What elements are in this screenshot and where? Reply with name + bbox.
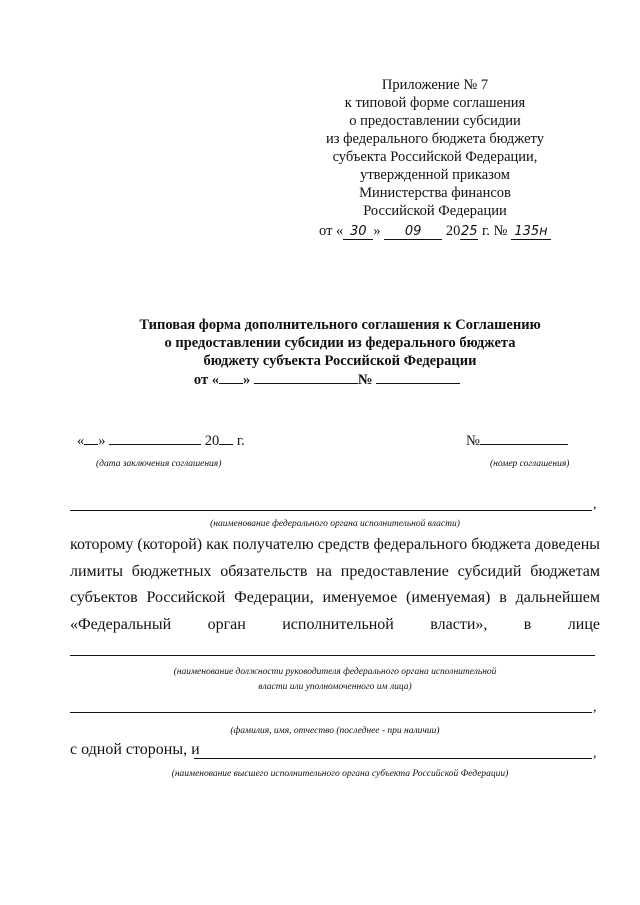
title-line: о предоставлении субсидии из федерального бюджета <box>164 335 516 351</box>
date-month-blank <box>109 431 201 445</box>
body-paragraph <box>70 532 600 639</box>
order-month: 09 <box>384 225 442 240</box>
federal-body-caption: (наименование федерального органа исполнительной власти) <box>210 519 460 529</box>
date-close: » <box>98 433 106 449</box>
fio-comma: , <box>593 700 597 715</box>
title-close: » <box>242 372 251 388</box>
order-date-line <box>280 222 590 240</box>
title-month-blank <box>254 370 358 384</box>
body-text: которому (которой) как получателю средств федерального бюджета доведены лимиты бюджетных обязательств на предоставление субсидий бюджетам субъектов Российской Федерации, именуемое (именуемая) в дальнейшем «Федеральный орган исполнительной власти», в лице <box>70 536 600 634</box>
agreement-number <box>466 431 568 450</box>
date-year-label: г. <box>236 433 245 449</box>
title-day-blank <box>219 370 243 384</box>
fio-line <box>70 712 592 713</box>
fio-caption: (фамилия, имя, отчество (последнее - при наличии) <box>230 726 440 736</box>
appendix-line: субъекта Российской Федерации, <box>332 149 538 165</box>
appendix-line: Российской Федерации <box>363 203 507 219</box>
order-day-close: » <box>373 223 381 239</box>
date-day-blank <box>84 431 98 445</box>
agreement-date <box>77 431 245 450</box>
appendix-line: Приложение № 7 <box>381 77 489 93</box>
appendix-line: из федерального бюджета бюджету <box>326 131 544 147</box>
order-year-prefix: 20 <box>445 223 461 239</box>
date-open: « <box>77 433 85 449</box>
appendix-line: Министерства финансов <box>359 185 511 201</box>
title-line: бюджету субъекта Российской Федерации <box>203 353 477 369</box>
order-year-suffix: 25 <box>461 224 478 239</box>
appendix-line: к типовой форме соглашения <box>344 95 526 111</box>
date-year-blank <box>219 431 233 445</box>
appendix-line: утвержденной приказом <box>360 167 510 183</box>
federal-body-comma: , <box>593 497 597 512</box>
title-from: от « <box>193 372 219 388</box>
title-line: Типовая форма дополнительного соглашения к Соглашению <box>139 317 541 333</box>
federal-body-line <box>70 510 592 511</box>
position-caption-2: власти или уполномоченного им лица) <box>258 682 412 692</box>
regional-body-comma: , <box>593 746 597 761</box>
number-blank <box>480 431 568 445</box>
regional-body-caption: (наименование высшего исполнительного органа субъекта Российской Федерации) <box>171 769 509 779</box>
document-title <box>90 316 590 389</box>
title-number-sign: № <box>357 372 373 388</box>
order-year-label: г. № <box>481 223 508 239</box>
title-date-line <box>64 370 590 389</box>
appendix-line: о предоставлении субсидии <box>349 113 521 129</box>
one-side-label: с одной стороны, и <box>70 741 200 758</box>
title-number-blank <box>376 370 460 384</box>
appendix-block <box>280 76 590 240</box>
order-number: 135н <box>511 225 551 240</box>
number-sign: № <box>466 433 480 449</box>
position-caption-1: (наименование должности руководителя федерального органа исполнительной <box>173 667 497 677</box>
regional-body-line <box>194 758 592 759</box>
date-year: 20 <box>204 433 220 449</box>
date-caption: (дата заключения соглашения) <box>96 459 222 469</box>
number-caption: (номер соглашения) <box>490 459 570 469</box>
order-day: 30 <box>343 225 373 240</box>
order-date-prefix: от « <box>319 223 344 239</box>
position-line <box>70 655 595 656</box>
